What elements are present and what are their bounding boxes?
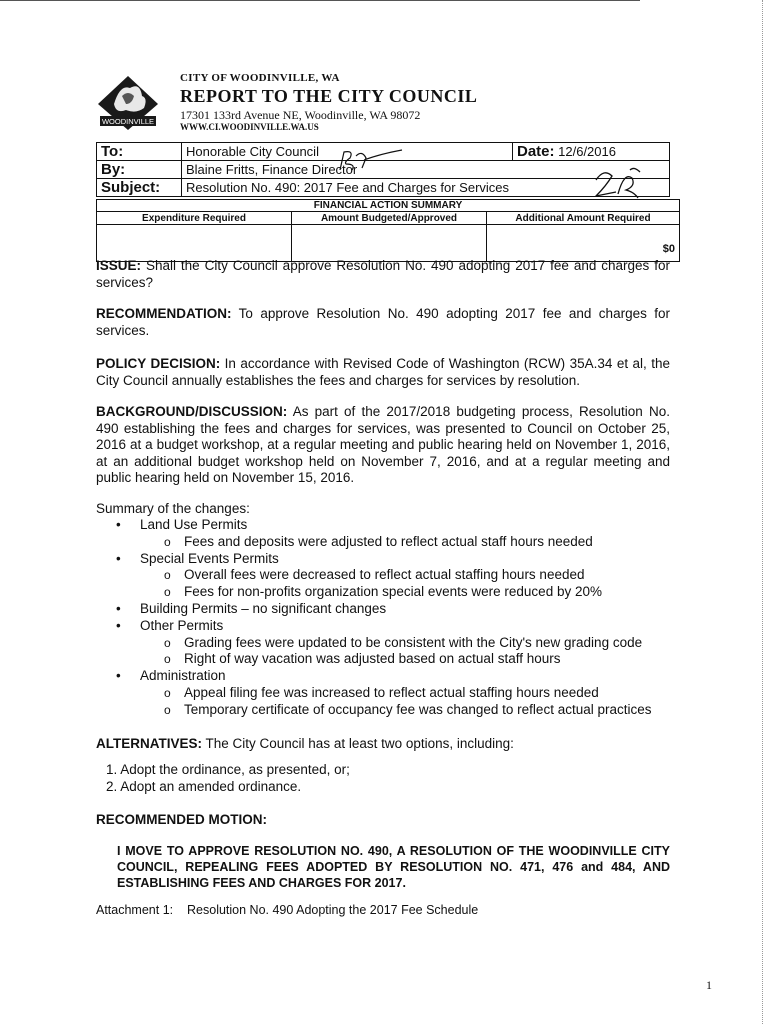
alternatives-text: The City Council has at least two options, including: [205,736,514,751]
alternatives-list [96,762,350,795]
list-item: 2. Adopt an amended ordinance. [106,778,302,794]
handwritten-initials [590,166,646,202]
policy-label: POLICY DECISION: [96,356,221,371]
background-text: As part of the 2017/2018 budgeting process, Resolution No. 490 establishing the fees and charges for services, was presented to Council on October 25, 2016 at a budget workshop, at a regular meeting and public hearing held on November 1, 2016, at an additional budget workshop held on November 7, 2016, and at a regular meeting and public hearing held on November 15, 2016. [96,404,670,485]
list-item: o Temporary certificate of occupancy fee was changed to reflect actual practices [140,702,651,719]
additional-amount-header: Additional Amount Required [487,212,680,225]
list-item: o Overall fees were decreased to reflect actual staffing hours needed [140,567,651,584]
list-item: o Grading fees were updated to be consistent with the City's new grading code [140,635,651,652]
amount-budgeted-header: Amount Budgeted/Approved [292,212,487,225]
top-border-line [0,0,640,1]
sub-list [140,567,651,601]
list-item: o Fees for non-profits organization special events were reduced by 20% [140,584,651,601]
list-item [96,668,651,718]
summary-intro: Summary of the changes: [96,501,250,516]
expenditure-required-value [97,225,292,262]
to-value: Honorable City Council [182,143,513,161]
logo-wordmark: WOODINVILLE [101,117,155,126]
list-item: o Right of way vacation was adjusted based on actual staff hours [140,651,651,668]
list-item: o Appeal filing fee was increased to reflect actual staffing hours needed [140,685,651,702]
recommendation-text: To approve Resolution No. 490 adopting 2017 fee and charges for services. [96,306,670,338]
by-label: By: [97,161,182,179]
list-item: o Fees and deposits were adjusted to reflect actual staff hours needed [140,534,651,551]
list-item [96,618,651,668]
to-label: To: [97,143,182,161]
summary-item-label: Other Permits [140,617,224,633]
policy-section [96,356,670,389]
expenditure-required-header: Expenditure Required [97,212,292,225]
city-website: WWW.CI.WOODINVILLE.WA.US [180,122,319,132]
summary-item-label: Land Use Permits [140,517,248,532]
summary-item-label: Administration [140,668,226,684]
summary-item-label: Building Permits – no significant changes [140,600,387,616]
additional-amount-value: $0 [487,225,680,262]
by-value: Blaine Fritts, Finance Director [182,161,670,179]
date-cell [513,143,670,161]
city-logo [96,74,160,132]
motion-text: I MOVE TO APPROVE RESOLUTION NO. 490, A RESOLUTION OF THE WOODINVILLE CITY COUNCIL, REPEALING FEES ADOPTED BY RESOLUTION NO. 471, 476 and 484, AND ESTABLISHING FEES AND CHARGES FOR 2017. [117,844,670,890]
attachment-line: Attachment 1: Resolution No. 490 Adopting the 2017 Fee Schedule [96,903,479,917]
motion-heading [96,812,670,829]
financial-action-summary [96,199,680,262]
city-address: 17301 133rd Avenue NE, Woodinville, WA 98072 [180,108,421,122]
sub-list [140,635,651,669]
summary-item-label: Special Events Permits [140,550,279,566]
report-title: REPORT TO THE CITY COUNCIL [180,86,478,106]
list-item: 1. Adopt the ordinance, as presented, or; [106,762,350,777]
recommendation-section [96,306,670,339]
sub-list [140,534,651,551]
subject-label: Subject: [97,179,182,197]
background-section [96,404,670,487]
alternatives-section [96,736,670,753]
background-label: BACKGROUND/DISCUSSION: [96,404,288,419]
date-label: Date: [517,143,555,160]
page-number: 1 [706,978,712,992]
sub-list [140,685,651,719]
list-item [96,517,651,551]
city-name: CITY OF WOODINVILLE, WA [180,72,340,84]
issue-text: Shall the City Council approve Resolution No. 490 adopting 2017 fee and charges for services? [96,258,670,290]
summary-list [96,517,651,719]
subject-value: Resolution No. 490: 2017 Fee and Charges for Services [182,179,670,197]
scan-edge [762,0,763,1024]
amount-budgeted-value [292,225,487,262]
recommendation-label: RECOMMENDATION: [96,306,232,321]
alternatives-label: ALTERNATIVES: [96,736,202,751]
policy-text: In accordance with Revised Code of Washington (RCW) 35A.34 et al, the City Council annually establishes the fees and charges for services by resolution. [96,356,670,388]
date-value: 12/6/2016 [558,144,616,159]
list-item [96,551,651,601]
list-item [96,601,651,618]
motion-label: RECOMMENDED MOTION: [96,812,267,827]
signature-initials [336,146,406,176]
issue-label: ISSUE: [96,258,142,273]
issue-section [96,258,670,291]
financial-title: FINANCIAL ACTION SUMMARY [97,200,680,212]
